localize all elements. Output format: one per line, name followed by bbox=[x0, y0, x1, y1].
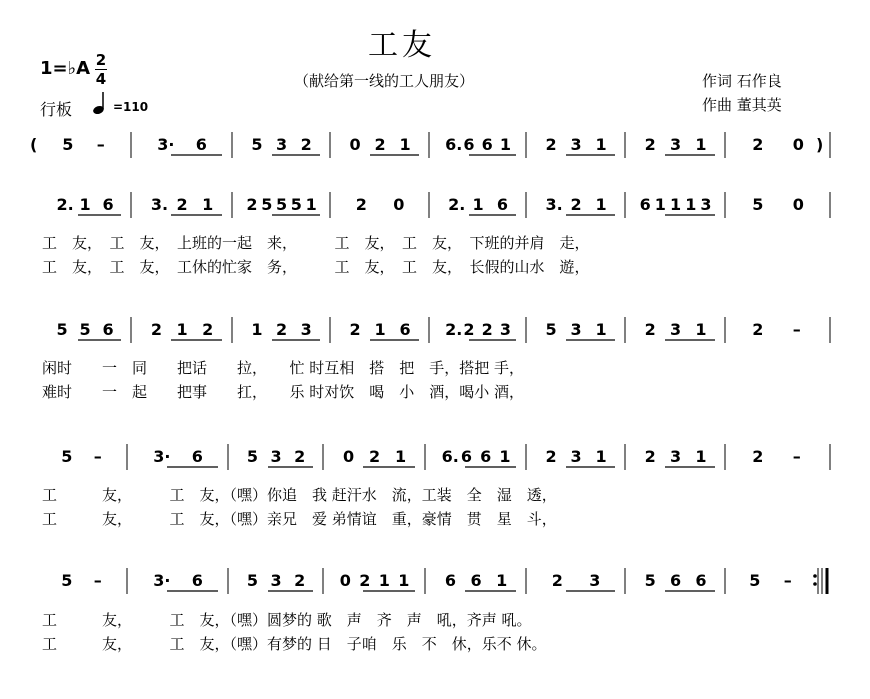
score-note: 2 bbox=[176, 195, 188, 214]
score-note: 2 bbox=[545, 447, 557, 466]
score-note: 5 bbox=[61, 571, 73, 590]
score-note: 3. bbox=[150, 195, 169, 214]
score-note: 5 bbox=[251, 135, 263, 154]
score-note: 5 bbox=[290, 195, 302, 214]
score-note: 1 bbox=[395, 447, 407, 466]
score-note: 1 bbox=[251, 320, 263, 339]
tempo-label: 行板 bbox=[40, 100, 73, 119]
score-note: 6 bbox=[460, 447, 473, 466]
lyric-line: 工 友， 工 友， 工休的忙家 务， 工 友， 工 友， 长假的山水 遊， bbox=[42, 258, 590, 276]
score-note: 6 bbox=[481, 135, 493, 154]
score-note: 1 bbox=[695, 447, 707, 466]
score-note: – bbox=[96, 135, 105, 154]
score-note: 2 bbox=[369, 447, 381, 466]
score-note: 6 bbox=[102, 320, 114, 339]
score-note: 6 bbox=[496, 195, 508, 214]
score-note: 3. bbox=[545, 195, 563, 214]
score-note: 2. bbox=[445, 320, 463, 339]
score-note: 5 bbox=[545, 320, 557, 339]
score-note: 5 bbox=[246, 447, 258, 466]
lyric-line: 工 友， 工 友，（嘿）有梦的 日 子咱 乐 不 休，乐不 休。 bbox=[42, 635, 547, 653]
score-note: 2 bbox=[752, 447, 764, 466]
paren-open: ( bbox=[30, 135, 38, 154]
score-note: 3 bbox=[700, 195, 712, 214]
score-note: 0 bbox=[393, 195, 405, 214]
score-note: 1 bbox=[472, 195, 484, 214]
score-note: 2 bbox=[374, 135, 386, 154]
score-note: 6 bbox=[195, 135, 207, 154]
score-note: 2 bbox=[551, 571, 563, 590]
score-note: 1 bbox=[595, 320, 607, 339]
score-note: – bbox=[93, 447, 102, 466]
lyric-line: 难时 一 起 把事 扛， 乐 时对饮 喝 小 酒，喝小 酒， bbox=[42, 383, 525, 401]
lyricist-credit: 作词 石作良 bbox=[702, 72, 782, 90]
score-note: 1 bbox=[176, 320, 188, 339]
score-note: 6 bbox=[444, 571, 456, 590]
lyric-line: 工 友， 工 友，（嘿）亲兄 爱 弟情谊 重，豪情 贯 星 斗， bbox=[42, 510, 557, 528]
score-note: 6 bbox=[191, 447, 203, 466]
score-note: 6 bbox=[470, 571, 482, 590]
score-note: 2 bbox=[349, 320, 361, 339]
score-note: 3 bbox=[670, 447, 682, 466]
score-note: 5 bbox=[62, 135, 74, 154]
score-note: 5 bbox=[644, 571, 656, 590]
score-note: 2 bbox=[644, 447, 656, 466]
score-note: 6 bbox=[639, 195, 651, 214]
tempo-value: =110 bbox=[113, 100, 149, 114]
score-note: 2 bbox=[752, 320, 764, 339]
score-note: 5 bbox=[246, 571, 258, 590]
paren-close: ) bbox=[816, 135, 824, 154]
score-note: 1 bbox=[79, 195, 91, 214]
score-note: 2 bbox=[644, 135, 656, 154]
time-signature-top: 2 bbox=[95, 51, 107, 69]
score-note: 3 bbox=[570, 135, 582, 154]
score-note: 5 bbox=[61, 447, 73, 466]
score-note: 2 bbox=[355, 195, 367, 214]
score-note: 2 bbox=[294, 571, 306, 590]
score-note: 5 bbox=[752, 195, 764, 214]
score-note: 5 bbox=[79, 320, 91, 339]
score-note: 5 bbox=[56, 320, 68, 339]
score-note: – bbox=[93, 571, 102, 590]
score-note: 6 bbox=[480, 447, 492, 466]
score-note: 6 bbox=[670, 571, 682, 590]
score-note: – bbox=[792, 447, 801, 466]
score-note: 3 bbox=[670, 135, 682, 154]
score-note: 3 bbox=[270, 447, 282, 466]
score-note: 2 bbox=[644, 320, 656, 339]
score-note: 2 bbox=[150, 320, 162, 339]
score-note: 1 bbox=[695, 320, 707, 339]
score-note: 1 bbox=[202, 195, 214, 214]
score-note: 0 bbox=[339, 571, 351, 590]
score-note: 1 bbox=[374, 320, 386, 339]
score-note: 2 bbox=[276, 320, 288, 339]
lyric-line: 工 友， 工 友，（嘿）圆梦的 歌 声 齐 声 吼，齐声 吼。 bbox=[42, 611, 532, 629]
key-signature: 1=♭A bbox=[40, 58, 91, 79]
score-note: 2 bbox=[463, 320, 475, 339]
score-note: 2. bbox=[56, 195, 74, 214]
score-note: 0 bbox=[792, 135, 804, 154]
score-note: 6 bbox=[102, 195, 114, 214]
score-note: 5 bbox=[749, 571, 761, 590]
score-note: 3· bbox=[157, 135, 175, 154]
score-note: 2 bbox=[570, 195, 582, 214]
score-note: 3· bbox=[153, 571, 171, 590]
score-note: 2 bbox=[294, 447, 306, 466]
song-subtitle: （献给第一线的工人朋友） bbox=[294, 72, 475, 90]
score-note: 3 bbox=[270, 571, 282, 590]
score-note: 3 bbox=[276, 135, 288, 154]
score-note: 3 bbox=[670, 320, 682, 339]
score-note: 1 bbox=[595, 135, 607, 154]
score-note: 1 bbox=[695, 135, 707, 154]
lyric-line: 工 友， 工 友，（嘿）你追 我 赶汗水 流，工装 全 湿 透， bbox=[42, 486, 557, 504]
score-note: 2 bbox=[359, 571, 371, 590]
score-note: 2. bbox=[448, 195, 466, 214]
score-note: 1 bbox=[499, 447, 511, 466]
score-note: 1 bbox=[496, 571, 508, 590]
repeat-dot bbox=[813, 574, 817, 578]
score-note: 2 bbox=[300, 135, 312, 154]
composer-credit: 作曲 董其英 bbox=[702, 96, 782, 114]
score-note: 6 bbox=[695, 571, 707, 590]
score-note: 2 bbox=[202, 320, 214, 339]
score-note: 3 bbox=[589, 571, 601, 590]
lyric-line: 工 友， 工 友， 上班的一起 来， 工 友， 工 友， 下班的并肩 走， bbox=[42, 234, 590, 252]
score-note: 1 bbox=[398, 571, 410, 590]
score-note: 1 bbox=[670, 195, 682, 214]
score-note: 6 bbox=[399, 320, 411, 339]
score-note: 3 bbox=[300, 320, 312, 339]
song-title: 工友 bbox=[368, 28, 436, 63]
score-note: 3 bbox=[570, 447, 582, 466]
score-note: 2 bbox=[481, 320, 493, 339]
score-note: 1 bbox=[378, 571, 390, 590]
score-note: 1 bbox=[595, 195, 607, 214]
score-note: 3 bbox=[499, 320, 512, 339]
score-note: 6 bbox=[191, 571, 203, 590]
score-note: 1 bbox=[595, 447, 607, 466]
score-note: 5 bbox=[261, 195, 273, 214]
score-note: 6 bbox=[463, 135, 475, 154]
score-note: 2 bbox=[246, 195, 258, 214]
score-note: 0 bbox=[792, 195, 804, 214]
score-note: 3· bbox=[153, 447, 171, 466]
score-note: 1 bbox=[654, 195, 666, 214]
score-note: 1 bbox=[499, 135, 512, 154]
lyric-line: 闲时 一 同 把话 拉， 忙 时互相 搭 把 手，搭把 手， bbox=[42, 359, 525, 377]
score-note: 5 bbox=[276, 195, 288, 214]
score-note: 6. bbox=[441, 447, 459, 466]
score-note: 0 bbox=[349, 135, 361, 154]
score-note: 3 bbox=[570, 320, 582, 339]
score-note: 1 bbox=[685, 195, 697, 214]
score-note: 1 bbox=[399, 135, 411, 154]
repeat-dot bbox=[813, 582, 817, 586]
score-note: 6. bbox=[445, 135, 463, 154]
score-note: 2 bbox=[545, 135, 557, 154]
time-signature-bottom: 4 bbox=[95, 70, 107, 88]
score-note: – bbox=[783, 571, 792, 590]
score-note: 2 bbox=[752, 135, 764, 154]
score-note: 0 bbox=[343, 447, 355, 466]
score-note: – bbox=[792, 320, 801, 339]
score-note: 1 bbox=[305, 195, 317, 214]
